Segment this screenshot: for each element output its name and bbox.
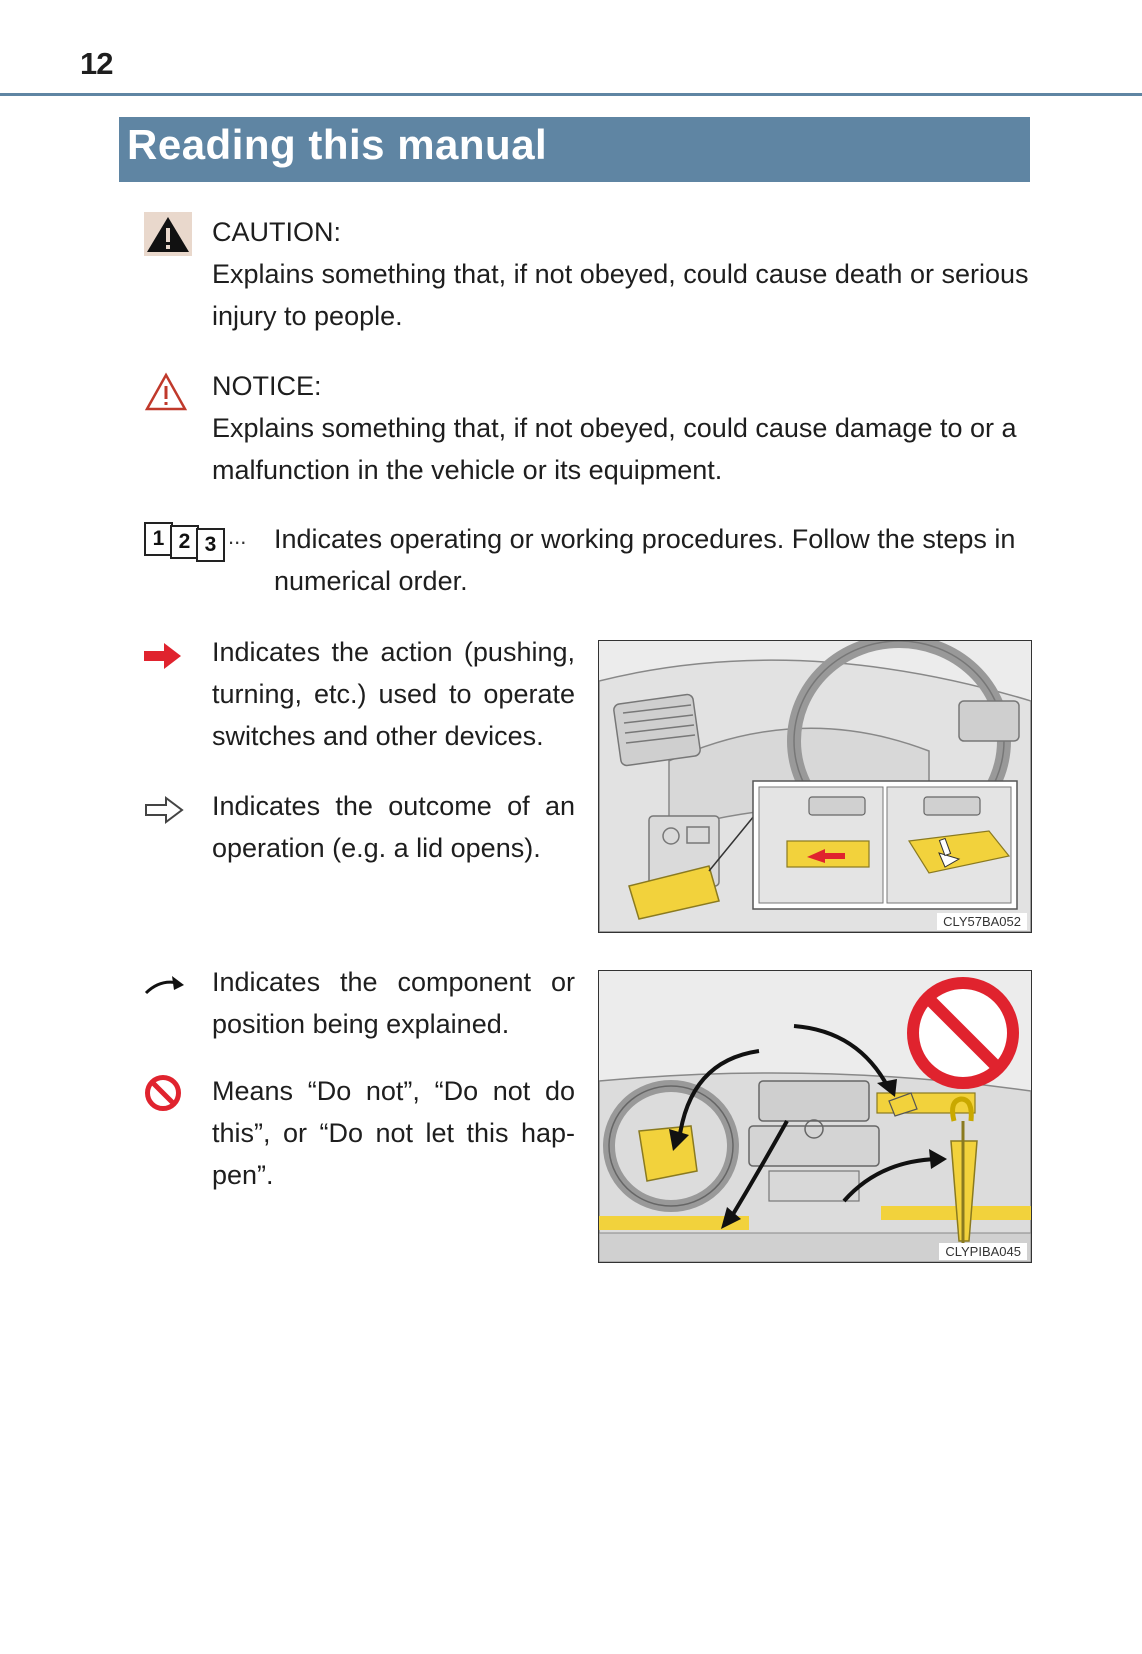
notice-text-line2: malfunction in the vehicle or its equipment. (212, 455, 723, 485)
red-arrow-icon (144, 642, 182, 675)
step-number-2: 2 (170, 525, 199, 559)
outcome-text-line2: operation (e.g. a lid opens). (212, 833, 541, 863)
do-not-text-line1: Means “Do not”, “Do not do (212, 1076, 575, 1106)
step-number-3: 3 (196, 528, 225, 562)
caution-triangle-icon (144, 212, 192, 261)
figure2-code: CLYPIBA045 (939, 1243, 1027, 1260)
steps-text-line2: numerical order. (274, 566, 468, 596)
notice-text-line1: Explains something that, if not obeyed, could cause damage to or a (212, 413, 1017, 443)
caution-text-line2: injury to people. (212, 301, 403, 331)
outline-arrow-icon (144, 795, 184, 830)
figure-interior-do-not (598, 970, 1032, 1263)
action-text-line2: turning, etc.) used to operate (212, 679, 575, 709)
prohibition-icon (144, 1074, 182, 1117)
notice-heading: NOTICE: (212, 371, 322, 401)
steps-ellipsis: ... (228, 524, 247, 549)
title-bar (119, 117, 1030, 182)
component-text-line1: Indicates the component or (212, 967, 575, 997)
step-number-1: 1 (144, 522, 173, 556)
notice-triangle-icon (144, 372, 188, 417)
action-text-line1: Indicates the action (pushing, (212, 637, 575, 667)
caution-text-line1: Explains something that, if not obeyed, could cause death or serious (212, 259, 1029, 289)
pointer-arrow-icon (144, 973, 186, 1002)
do-not-text-line2: this”, or “Do not let this hap- (212, 1118, 575, 1148)
figure1-code: CLY57BA052 (937, 913, 1027, 930)
outcome-text-line1: Indicates the outcome of an (212, 791, 575, 821)
figure-dashboard-glovebox (598, 640, 1032, 933)
page-title: Reading this manual (127, 121, 548, 168)
action-text-line3: switches and other devices. (212, 721, 544, 751)
component-text-line2: position being explained. (212, 1009, 510, 1039)
caution-heading: CAUTION: (212, 217, 342, 247)
steps-text-line1: Indicates operating or working procedures. Follow the steps in (274, 524, 1016, 554)
page-number: 12 (80, 46, 113, 81)
do-not-text-line3: pen”. (212, 1160, 274, 1190)
header-rule (0, 93, 1142, 96)
